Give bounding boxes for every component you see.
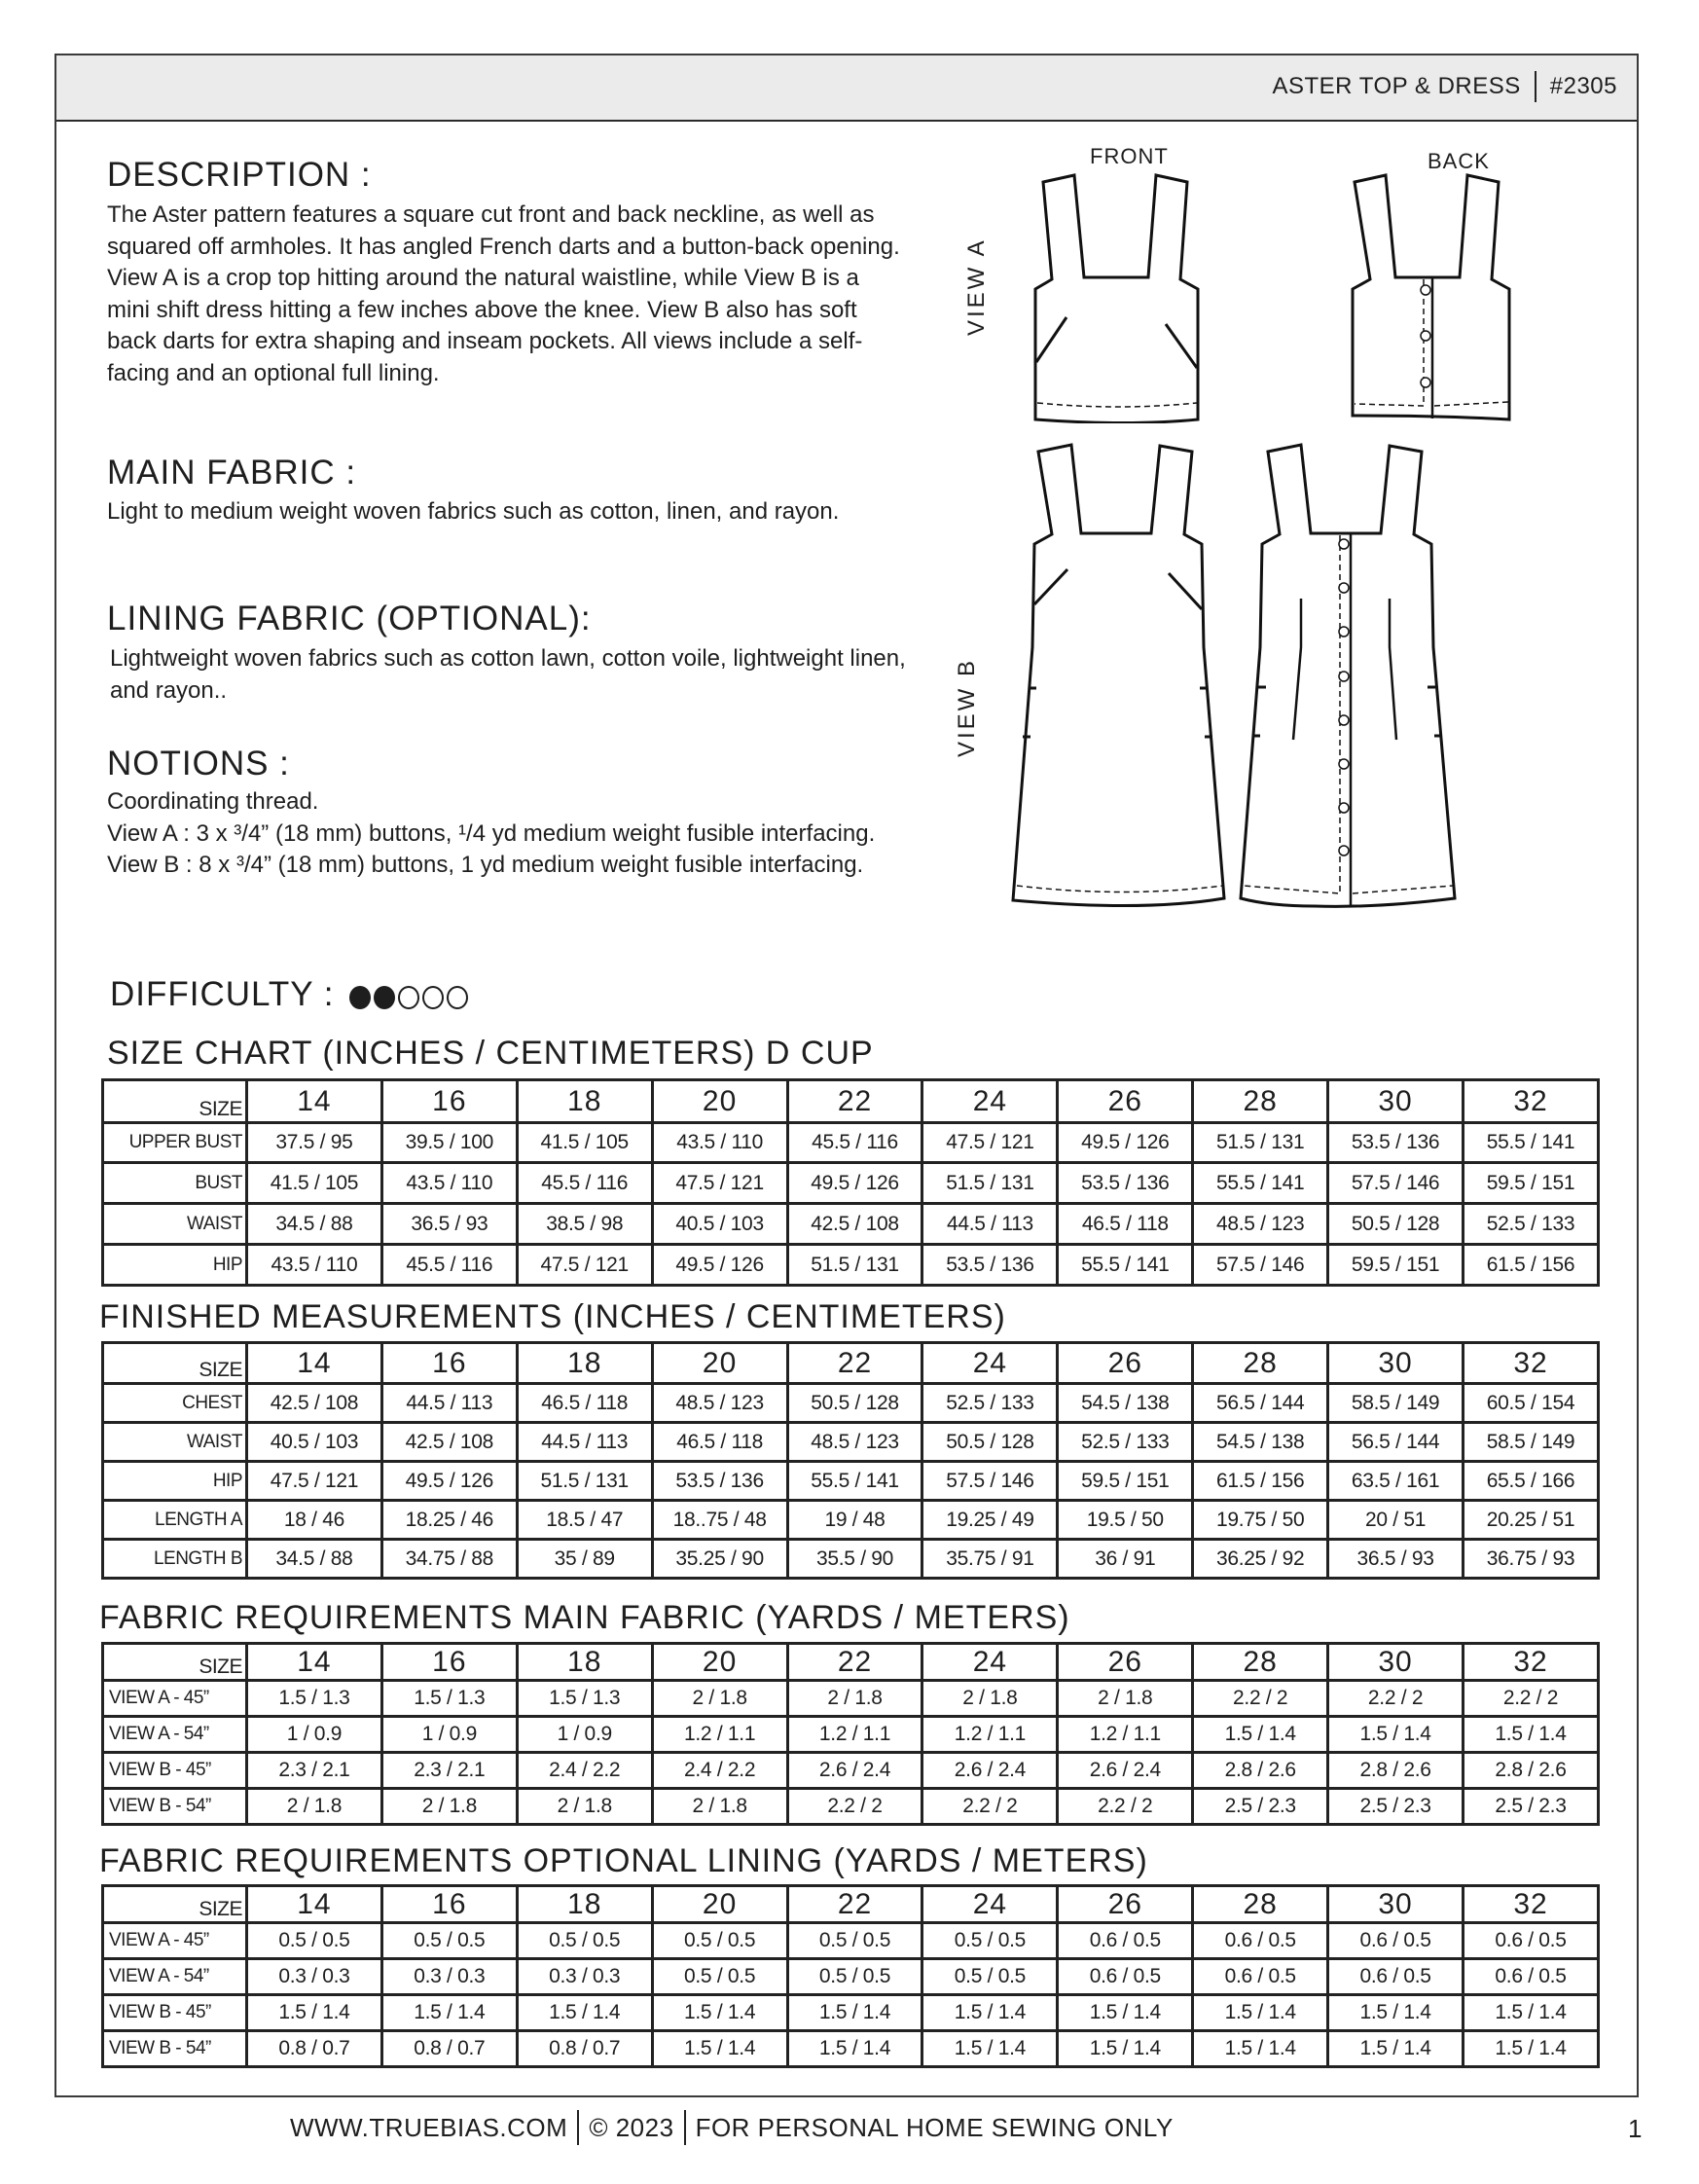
table-row [103, 1163, 1599, 1204]
table-cell: 49.5 / 126 [652, 1245, 787, 1286]
table-cell: 2.5 / 2.3 [1193, 1789, 1328, 1825]
table-cell: 18..75 / 48 [652, 1501, 787, 1540]
size-column-header: 20 [652, 1080, 787, 1123]
notions-heading: NOTIONS : [107, 745, 290, 783]
finished-measurements-table [101, 1341, 1600, 1580]
table-cell: 1.5 / 1.4 [381, 1995, 517, 2031]
table-row [103, 1923, 1599, 1959]
size-column-header: 28 [1193, 1343, 1328, 1384]
table-cell: 49.5 / 126 [787, 1163, 922, 1204]
table-cell: 1.5 / 1.4 [1193, 2031, 1328, 2067]
table-cell: 0.8 / 0.7 [517, 2031, 652, 2067]
table-cell: 45.5 / 116 [787, 1123, 922, 1163]
table-cell: 2.2 / 2 [922, 1789, 1058, 1825]
size-column-header: 30 [1328, 1080, 1464, 1123]
table-cell: 41.5 / 105 [247, 1163, 382, 1204]
size-column-header: 14 [247, 1886, 382, 1923]
size-column-header: 18 [517, 1343, 652, 1384]
table-cell: 1.5 / 1.4 [1193, 1717, 1328, 1753]
empty-dot-icon [422, 986, 444, 1009]
row-label: HIP [103, 1462, 247, 1501]
table-cell: 55.5 / 141 [1193, 1163, 1328, 1204]
row-label: VIEW A - 45” [103, 1923, 247, 1959]
table-cell: 2.8 / 2.6 [1193, 1753, 1328, 1789]
table-cell: 0.6 / 0.5 [1464, 1923, 1599, 1959]
table-cell: 20.25 / 51 [1464, 1501, 1599, 1540]
empty-dot-icon [398, 986, 419, 1009]
table-row [103, 1995, 1599, 2031]
table-cell: 49.5 / 126 [1058, 1123, 1193, 1163]
table-cell: 47.5 / 121 [247, 1462, 382, 1501]
table-cell: 0.3 / 0.3 [517, 1959, 652, 1995]
table-cell: 1.2 / 1.1 [1058, 1717, 1193, 1753]
table-cell: 51.5 / 131 [1193, 1123, 1328, 1163]
table-cell: 19.25 / 49 [922, 1501, 1058, 1540]
row-label: CHEST [103, 1384, 247, 1423]
table-cell: 18 / 46 [247, 1501, 382, 1540]
table-cell: 41.5 / 105 [517, 1123, 652, 1163]
table-cell: 2.6 / 2.4 [1058, 1753, 1193, 1789]
table-cell: 47.5 / 121 [517, 1245, 652, 1286]
size-column-header: 20 [652, 1886, 787, 1923]
size-label: SIZE [103, 1886, 247, 1923]
table-cell: 1.5 / 1.4 [1464, 1995, 1599, 2031]
table-cell: 48.5 / 123 [652, 1384, 787, 1423]
table-cell: 43.5 / 110 [247, 1245, 382, 1286]
table-row [103, 1204, 1599, 1245]
table-cell: 1.5 / 1.3 [517, 1681, 652, 1717]
filled-dot-icon [374, 986, 395, 1009]
fabric-main-table [101, 1642, 1600, 1826]
size-column-header: 16 [381, 1886, 517, 1923]
table-cell: 1.5 / 1.4 [1193, 1995, 1328, 2031]
size-column-header: 28 [1193, 1644, 1328, 1681]
table-cell: 2.5 / 2.3 [1328, 1789, 1464, 1825]
size-column-header: 18 [517, 1644, 652, 1681]
table-cell: 1 / 0.9 [381, 1717, 517, 1753]
table-cell: 0.5 / 0.5 [517, 1923, 652, 1959]
table-header-row [103, 1343, 1599, 1384]
table-cell: 0.3 / 0.3 [381, 1959, 517, 1995]
empty-dot-icon [447, 986, 468, 1009]
table-cell: 51.5 / 131 [922, 1163, 1058, 1204]
table-cell: 59.5 / 151 [1464, 1163, 1599, 1204]
notions-line: View B : 8 x ³/4” (18 mm) buttons, 1 yd medium weight fusible interfacing. [107, 852, 864, 878]
description-text: The Aster pattern features a square cut front and back neckline, as well as squared off armholes. It has angled French darts and a button-back opening. View A is a crop top hitting around the natural waistline, while View B is a mini shift dress hitting a few inches above the knee. View B also has soft back darts for extra shaping and inseam pockets. All views include a self-facing and an optional full lining. [107, 201, 900, 386]
website-link[interactable]: WWW.TRUEBIAS.COM [290, 2112, 568, 2142]
size-chart-table [101, 1078, 1600, 1287]
table-cell: 2 / 1.8 [381, 1789, 517, 1825]
table-cell: 0.5 / 0.5 [787, 1959, 922, 1995]
table-cell: 56.5 / 144 [1193, 1384, 1328, 1423]
view-a-front-illustration [1012, 170, 1207, 423]
table-cell: 1.5 / 1.4 [517, 1995, 652, 2031]
table-cell: 53.5 / 136 [652, 1462, 787, 1501]
table-cell: 53.5 / 136 [1328, 1123, 1464, 1163]
table-cell: 45.5 / 116 [381, 1245, 517, 1286]
table-cell: 2.5 / 2.3 [1464, 1789, 1599, 1825]
table-cell: 2.2 / 2 [1464, 1681, 1599, 1717]
table-cell: 55.5 / 141 [787, 1462, 922, 1501]
table-cell: 19.5 / 50 [1058, 1501, 1193, 1540]
table-cell: 40.5 / 103 [652, 1204, 787, 1245]
row-label: VIEW A - 54” [103, 1959, 247, 1995]
size-column-header: 24 [922, 1343, 1058, 1384]
row-label: UPPER BUST [103, 1123, 247, 1163]
table-cell: 46.5 / 118 [1058, 1204, 1193, 1245]
main-fabric-heading: MAIN FABRIC : [107, 454, 357, 491]
footer-divider [577, 2110, 579, 2145]
table-cell: 19.75 / 50 [1193, 1501, 1328, 1540]
table-cell: 1.5 / 1.4 [787, 2031, 922, 2067]
table-header-row [103, 1644, 1599, 1681]
lining-fabric-heading: LINING FABRIC (OPTIONAL): [107, 600, 592, 637]
size-column-header: 16 [381, 1080, 517, 1123]
lining-fabric-text: Lightweight woven fabrics such as cotton lawn, cotton voile, lightweight linen, and rayon.. [110, 645, 906, 704]
size-column-header: 18 [517, 1080, 652, 1123]
table-cell: 1 / 0.9 [517, 1717, 652, 1753]
table-cell: 57.5 / 146 [1193, 1245, 1328, 1286]
table-cell: 2.6 / 2.4 [787, 1753, 922, 1789]
table-cell: 51.5 / 131 [517, 1462, 652, 1501]
pattern-number: #2305 [1549, 73, 1617, 99]
table-header-row [103, 1080, 1599, 1123]
table-cell: 0.8 / 0.7 [381, 2031, 517, 2067]
size-column-header: 32 [1464, 1644, 1599, 1681]
size-column-header: 32 [1464, 1343, 1599, 1384]
size-column-header: 22 [787, 1886, 922, 1923]
finished-measurements-title: FINISHED MEASUREMENTS (INCHES / CENTIMETERS) [99, 1298, 1006, 1335]
size-label: SIZE [103, 1644, 247, 1681]
table-cell: 1.5 / 1.4 [922, 2031, 1058, 2067]
table-cell: 35.75 / 91 [922, 1540, 1058, 1579]
table-cell: 35.5 / 90 [787, 1540, 922, 1579]
table-cell: 57.5 / 146 [922, 1462, 1058, 1501]
size-label: SIZE [103, 1343, 247, 1384]
table-cell: 52.5 / 133 [922, 1384, 1058, 1423]
table-cell: 36.75 / 93 [1464, 1540, 1599, 1579]
table-cell: 35.25 / 90 [652, 1540, 787, 1579]
table-cell: 39.5 / 100 [381, 1123, 517, 1163]
size-column-header: 28 [1193, 1080, 1328, 1123]
table-row [103, 1540, 1599, 1579]
size-column-header: 22 [787, 1343, 922, 1384]
table-cell: 34.5 / 88 [247, 1204, 382, 1245]
difficulty-dots [349, 986, 468, 1009]
size-column-header: 26 [1058, 1886, 1193, 1923]
size-column-header: 32 [1464, 1080, 1599, 1123]
table-header-row [103, 1886, 1599, 1923]
table-cell: 0.5 / 0.5 [922, 1923, 1058, 1959]
table-cell: 43.5 / 110 [381, 1163, 517, 1204]
table-cell: 1 / 0.9 [247, 1717, 382, 1753]
table-cell: 38.5 / 98 [517, 1204, 652, 1245]
row-label: WAIST [103, 1204, 247, 1245]
table-cell: 0.8 / 0.7 [247, 2031, 382, 2067]
table-cell: 2.2 / 2 [1193, 1681, 1328, 1717]
table-cell: 2 / 1.8 [922, 1681, 1058, 1717]
table-cell: 61.5 / 156 [1193, 1462, 1328, 1501]
size-column-header: 16 [381, 1644, 517, 1681]
view-b-label: VIEW B [954, 657, 980, 757]
size-chart-title: SIZE CHART (INCHES / CENTIMETERS) D CUP [107, 1035, 874, 1072]
size-column-header: 32 [1464, 1886, 1599, 1923]
pattern-name: ASTER TOP & DRESS [1272, 73, 1521, 99]
table-cell: 2 / 1.8 [652, 1681, 787, 1717]
table-cell: 58.5 / 149 [1328, 1384, 1464, 1423]
table-cell: 56.5 / 144 [1328, 1423, 1464, 1462]
table-cell: 0.5 / 0.5 [652, 1959, 787, 1995]
table-cell: 50.5 / 128 [1328, 1204, 1464, 1245]
row-label: VIEW B - 45” [103, 1753, 247, 1789]
table-cell: 36.25 / 92 [1193, 1540, 1328, 1579]
table-cell: 1.5 / 1.4 [1464, 1717, 1599, 1753]
table-cell: 57.5 / 146 [1328, 1163, 1464, 1204]
table-cell: 65.5 / 166 [1464, 1462, 1599, 1501]
header-band [56, 55, 1637, 122]
main-fabric-text: Light to medium weight woven fabrics such as cotton, linen, and rayon. [107, 498, 840, 525]
size-column-header: 20 [652, 1644, 787, 1681]
size-column-header: 28 [1193, 1886, 1328, 1923]
notions-line: Coordinating thread. [107, 788, 319, 815]
title-divider [1535, 71, 1536, 102]
table-cell: 0.6 / 0.5 [1328, 1923, 1464, 1959]
table-cell: 59.5 / 151 [1058, 1462, 1193, 1501]
table-cell: 2 / 1.8 [247, 1789, 382, 1825]
back-label: BACK [1428, 149, 1490, 173]
table-cell: 2.2 / 2 [1058, 1789, 1193, 1825]
table-cell: 49.5 / 126 [381, 1462, 517, 1501]
table-cell: 36.5 / 93 [1328, 1540, 1464, 1579]
table-row [103, 1384, 1599, 1423]
size-column-header: 14 [247, 1343, 382, 1384]
table-cell: 0.5 / 0.5 [787, 1923, 922, 1959]
table-cell: 1.5 / 1.4 [1058, 2031, 1193, 2067]
table-cell: 2.3 / 2.1 [247, 1753, 382, 1789]
table-cell: 61.5 / 156 [1464, 1245, 1599, 1286]
table-cell: 1.5 / 1.4 [1464, 2031, 1599, 2067]
table-cell: 1.5 / 1.3 [247, 1681, 382, 1717]
table-cell: 50.5 / 128 [922, 1423, 1058, 1462]
size-column-header: 24 [922, 1886, 1058, 1923]
table-cell: 34.5 / 88 [247, 1540, 382, 1579]
row-label: VIEW A - 54” [103, 1717, 247, 1753]
fabric-lining-table [101, 1884, 1600, 2068]
table-cell: 60.5 / 154 [1464, 1384, 1599, 1423]
table-cell: 42.5 / 108 [247, 1384, 382, 1423]
table-cell: 54.5 / 138 [1193, 1423, 1328, 1462]
table-cell: 0.6 / 0.5 [1058, 1923, 1193, 1959]
footer-divider [684, 2110, 686, 2145]
table-cell: 35 / 89 [517, 1540, 652, 1579]
table-cell: 1.5 / 1.4 [1328, 2031, 1464, 2067]
table-row [103, 1423, 1599, 1462]
table-cell: 1.5 / 1.4 [652, 2031, 787, 2067]
table-cell: 0.6 / 0.5 [1193, 1959, 1328, 1995]
front-label: FRONT [1090, 144, 1169, 168]
table-row [103, 1789, 1599, 1825]
table-cell: 1.5 / 1.4 [787, 1995, 922, 2031]
table-cell: 54.5 / 138 [1058, 1384, 1193, 1423]
table-cell: 0.6 / 0.5 [1328, 1959, 1464, 1995]
copyright: © 2023 [589, 2112, 674, 2142]
table-cell: 2.6 / 2.4 [922, 1753, 1058, 1789]
size-column-header: 26 [1058, 1080, 1193, 1123]
table-cell: 1.2 / 1.1 [922, 1717, 1058, 1753]
table-cell: 0.6 / 0.5 [1058, 1959, 1193, 1995]
table-row [103, 1245, 1599, 1286]
notions-list [107, 786, 905, 882]
page-number: 1 [1628, 2114, 1643, 2143]
table-cell: 55.5 / 141 [1464, 1123, 1599, 1163]
view-b-back-illustration [1211, 443, 1474, 934]
table-cell: 44.5 / 113 [517, 1423, 652, 1462]
table-cell: 1.2 / 1.1 [652, 1717, 787, 1753]
table-cell: 2.4 / 2.2 [517, 1753, 652, 1789]
table-cell: 63.5 / 161 [1328, 1462, 1464, 1501]
table-cell: 2.3 / 2.1 [381, 1753, 517, 1789]
table-cell: 2 / 1.8 [517, 1789, 652, 1825]
size-column-header: 14 [247, 1080, 382, 1123]
size-column-header: 26 [1058, 1343, 1193, 1384]
size-column-header: 30 [1328, 1644, 1464, 1681]
table-cell: 2 / 1.8 [652, 1789, 787, 1825]
description-heading: DESCRIPTION : [107, 156, 372, 194]
size-label: SIZE [103, 1080, 247, 1123]
table-cell: 44.5 / 113 [922, 1204, 1058, 1245]
table-cell: 59.5 / 151 [1328, 1245, 1464, 1286]
row-label: VIEW B - 54” [103, 2031, 247, 2067]
size-column-header: 30 [1328, 1343, 1464, 1384]
table-cell: 58.5 / 149 [1464, 1423, 1599, 1462]
table-cell: 1.5 / 1.3 [381, 1681, 517, 1717]
table-row [103, 1753, 1599, 1789]
row-label: VIEW A - 45” [103, 1681, 247, 1717]
table-row [103, 1123, 1599, 1163]
table-cell: 40.5 / 103 [247, 1423, 382, 1462]
table-cell: 34.75 / 88 [381, 1540, 517, 1579]
table-cell: 47.5 / 121 [652, 1163, 787, 1204]
row-label: WAIST [103, 1423, 247, 1462]
table-cell: 0.5 / 0.5 [247, 1923, 382, 1959]
table-cell: 2.4 / 2.2 [652, 1753, 787, 1789]
table-cell: 2 / 1.8 [1058, 1681, 1193, 1717]
table-cell: 0.5 / 0.5 [922, 1959, 1058, 1995]
table-cell: 36.5 / 93 [381, 1204, 517, 1245]
table-cell: 46.5 / 118 [517, 1384, 652, 1423]
table-row [103, 1462, 1599, 1501]
table-cell: 53.5 / 136 [1058, 1163, 1193, 1204]
table-cell: 1.2 / 1.1 [787, 1717, 922, 1753]
table-cell: 0.5 / 0.5 [652, 1923, 787, 1959]
table-cell: 1.5 / 1.4 [1328, 1995, 1464, 2031]
table-cell: 48.5 / 123 [787, 1423, 922, 1462]
difficulty-rating [110, 975, 468, 1014]
size-column-header: 20 [652, 1343, 787, 1384]
table-cell: 2.2 / 2 [1328, 1681, 1464, 1717]
table-cell: 42.5 / 108 [787, 1204, 922, 1245]
pattern-title [1273, 71, 1618, 102]
table-cell: 19 / 48 [787, 1501, 922, 1540]
table-cell: 42.5 / 108 [381, 1423, 517, 1462]
table-cell: 52.5 / 133 [1058, 1423, 1193, 1462]
table-cell: 1.5 / 1.4 [652, 1995, 787, 2031]
table-cell: 1.5 / 1.4 [922, 1995, 1058, 2031]
size-column-header: 24 [922, 1644, 1058, 1681]
row-label: VIEW B - 45” [103, 1995, 247, 2031]
table-cell: 2.8 / 2.6 [1328, 1753, 1464, 1789]
size-column-header: 16 [381, 1343, 517, 1384]
table-cell: 55.5 / 141 [1058, 1245, 1193, 1286]
size-column-header: 22 [787, 1080, 922, 1123]
table-cell: 48.5 / 123 [1193, 1204, 1328, 1245]
table-cell: 1.5 / 1.4 [1058, 1995, 1193, 2031]
view-b-front-illustration [978, 443, 1241, 934]
notions-line: View A : 3 x ³/4” (18 mm) buttons, ¹/4 yd medium weight fusible interfacing. [107, 819, 876, 847]
size-column-header: 18 [517, 1886, 652, 1923]
table-cell: 2.8 / 2.6 [1464, 1753, 1599, 1789]
table-cell: 45.5 / 116 [517, 1163, 652, 1204]
table-cell: 52.5 / 133 [1464, 1204, 1599, 1245]
row-label: HIP [103, 1245, 247, 1286]
table-cell: 0.6 / 0.5 [1464, 1959, 1599, 1995]
table-row [103, 2031, 1599, 2067]
size-column-header: 26 [1058, 1644, 1193, 1681]
usage-notice: FOR PERSONAL HOME SEWING ONLY [695, 2112, 1174, 2142]
table-cell: 0.3 / 0.3 [247, 1959, 382, 1995]
table-cell: 0.6 / 0.5 [1193, 1923, 1328, 1959]
table-row [103, 1501, 1599, 1540]
size-column-header: 22 [787, 1644, 922, 1681]
table-cell: 2 / 1.8 [787, 1681, 922, 1717]
table-cell: 43.5 / 110 [652, 1123, 787, 1163]
table-cell: 53.5 / 136 [922, 1245, 1058, 1286]
table-row [103, 1681, 1599, 1717]
row-label: LENGTH A [103, 1501, 247, 1540]
table-cell: 18.5 / 47 [517, 1501, 652, 1540]
table-cell: 50.5 / 128 [787, 1384, 922, 1423]
row-label: LENGTH B [103, 1540, 247, 1579]
table-row [103, 1717, 1599, 1753]
table-cell: 18.25 / 46 [381, 1501, 517, 1540]
table-cell: 1.5 / 1.4 [1328, 1717, 1464, 1753]
table-cell: 47.5 / 121 [922, 1123, 1058, 1163]
table-cell: 36 / 91 [1058, 1540, 1193, 1579]
view-a-back-illustration [1345, 170, 1539, 423]
size-column-header: 24 [922, 1080, 1058, 1123]
table-cell: 44.5 / 113 [381, 1384, 517, 1423]
row-label: VIEW B - 54” [103, 1789, 247, 1825]
size-column-header: 14 [247, 1644, 382, 1681]
table-cell: 0.5 / 0.5 [381, 1923, 517, 1959]
table-cell: 2.2 / 2 [787, 1789, 922, 1825]
table-cell: 46.5 / 118 [652, 1423, 787, 1462]
size-column-header: 30 [1328, 1886, 1464, 1923]
fabric-lining-title: FABRIC REQUIREMENTS OPTIONAL LINING (YARDS / METERS) [99, 1842, 1148, 1879]
view-a-label: VIEW A [963, 237, 990, 336]
table-cell: 20 / 51 [1328, 1501, 1464, 1540]
row-label: BUST [103, 1163, 247, 1204]
table-cell: 37.5 / 95 [247, 1123, 382, 1163]
filled-dot-icon [349, 986, 371, 1009]
table-cell: 1.5 / 1.4 [247, 1995, 382, 2031]
difficulty-label: DIFFICULTY : [110, 975, 335, 1013]
table-row [103, 1959, 1599, 1995]
footer [290, 2110, 1174, 2145]
fabric-main-title: FABRIC REQUIREMENTS MAIN FABRIC (YARDS / METERS) [99, 1599, 1070, 1636]
table-cell: 51.5 / 131 [787, 1245, 922, 1286]
